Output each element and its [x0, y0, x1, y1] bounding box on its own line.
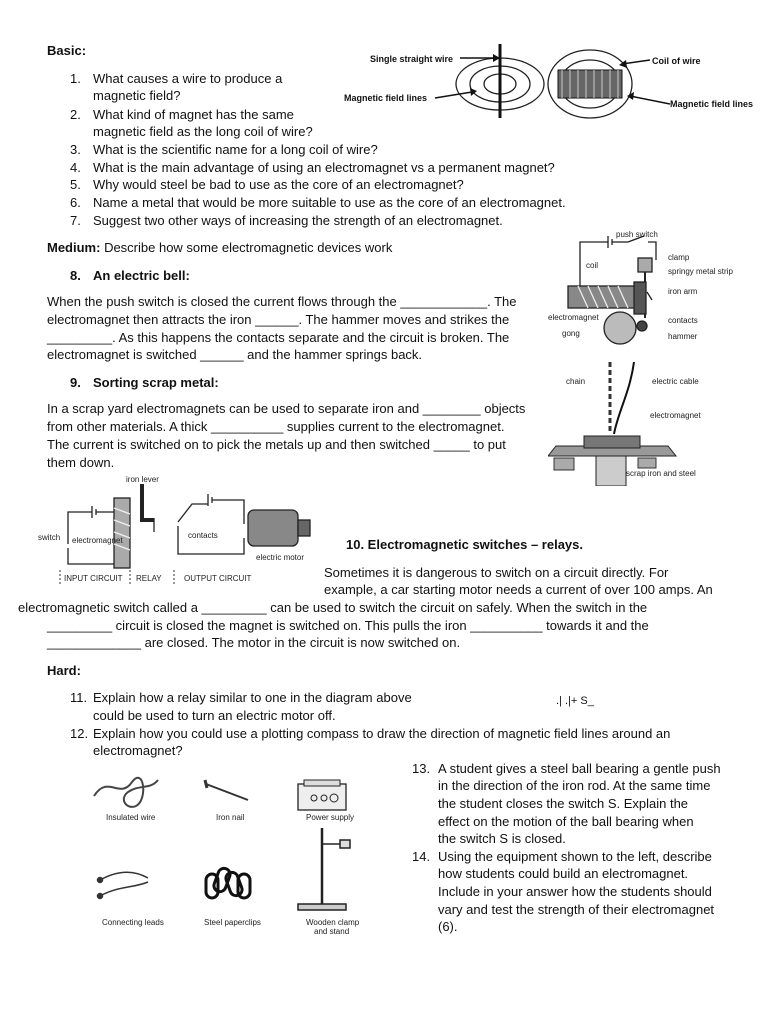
electric-cable-label: electric cable: [652, 377, 699, 386]
clamp-label: clamp: [668, 253, 690, 262]
clamp-stand-label-1: Wooden clamp: [306, 918, 360, 927]
question-10-title: 10. Electromagnetic switches – relays.: [346, 537, 584, 552]
question-9-number: 9.: [70, 375, 81, 390]
question-14-number: 14.: [412, 849, 431, 864]
medium-intro-text: Describe how some electromagnetic devices work: [100, 240, 393, 255]
question-8-text: _________. As this happens the contacts separate and the circuit is broken. The: [47, 330, 510, 345]
question-14-text: vary and test the strength of their electromagnet: [438, 902, 715, 917]
medium-heading: Medium:: [47, 240, 101, 255]
question-14-text: Using the equipment shown to the left, describe: [438, 849, 712, 864]
power-supply-label: Power supply: [306, 813, 355, 822]
question-text: Why would steel be bad to use as the core of an electromagnet?: [93, 177, 464, 192]
question-8-text: electromagnet then attracts the iron ______. The hammer moves and strikes the: [47, 312, 510, 327]
gong-label: gong: [562, 329, 580, 338]
scrap-metal-diagram: [548, 362, 760, 486]
input-circuit-label: INPUT CIRCUIT: [64, 574, 123, 583]
question-8-text: electromagnet is switched ______ and the hammer springs back.: [47, 347, 423, 362]
question-10-text: electromagnetic switch called a _________ can be used to switch the circuit on safely. When the switch in the: [18, 600, 648, 615]
question-8-number: 8.: [70, 268, 81, 283]
springy-strip-label: springy metal strip: [668, 267, 733, 276]
question-9-text: from other materials. A thick __________ supplies current to the electromagnet.: [47, 419, 505, 434]
electromagnet-label: electromagnet: [548, 313, 599, 322]
question-8-text: When the push switch is closed the current flows through the ____________. The: [47, 294, 517, 309]
question-number: 7.: [70, 213, 81, 228]
paperclips-label: Steel paperclips: [204, 918, 261, 927]
iron-nail-icon: [205, 780, 248, 800]
field-lines-label-right: Magnetic field lines: [670, 99, 754, 109]
electromagnet-label: electromagnet: [650, 411, 701, 420]
clamp-stand-icon: [298, 828, 350, 910]
question-10-text: _____________ are closed. The motor in the circuit is now switched on.: [47, 635, 461, 650]
coil-label: Coil of wire: [652, 56, 701, 66]
clamp-stand-label-2: and stand: [314, 927, 350, 936]
question-text: Name a metal that would be more suitable to use as the core of an electromagnet.: [93, 195, 566, 210]
hammer-label: hammer: [668, 332, 698, 341]
equipment-diagram: [88, 770, 370, 938]
connecting-leads-icon: [98, 872, 149, 898]
medium-intro: [47, 239, 392, 256]
question-text: magnetic field?: [93, 88, 181, 103]
question-13-text: in the direction of the iron rod. At the same time: [438, 778, 711, 793]
question-10-text: Sometimes it is dangerous to switch on a circuit directly. For: [324, 565, 669, 580]
magnetic-field-diagram: [340, 40, 760, 120]
relay-label: RELAY: [136, 574, 162, 583]
question-text: What kind of magnet has the same: [93, 107, 294, 122]
question-12-text: Explain how you could use a plotting compass to draw the direction of magnetic field lines around an: [93, 726, 671, 741]
question-8-title: An electric bell:: [93, 268, 190, 283]
question-text: What is the main advantage of using an electromagnet vs a permanent magnet?: [93, 160, 555, 175]
relay-diagram: [38, 474, 318, 586]
electromagnet-label: electromagnet: [72, 536, 123, 545]
hard-heading: Hard:: [47, 663, 81, 678]
question-9-text: The current is switched on to pick the metals up and then switched _____ to put: [47, 437, 506, 452]
field-lines-label-left: Magnetic field lines: [344, 93, 428, 103]
contacts-label: contacts: [188, 531, 218, 540]
question-text: What causes a wire to produce a: [93, 71, 283, 86]
question-text: Suggest two other ways of increasing the strength of an electromagnet.: [93, 213, 503, 228]
question-13-text: the switch S is closed.: [438, 831, 566, 846]
insulated-wire-icon: [94, 778, 158, 807]
question-10-text: example, a car starting motor needs a current of over 100 amps. An: [324, 582, 713, 597]
question-14-text: Include in your answer how the students should: [438, 884, 712, 899]
question-13-number: 13.: [412, 761, 431, 776]
switch-label: switch: [38, 533, 61, 542]
question-text: magnetic field as the long coil of wire?: [93, 124, 313, 139]
iron-lever-label: iron lever: [126, 475, 159, 484]
question-number: 1.: [70, 71, 81, 86]
push-switch-label: push switch: [616, 230, 658, 239]
question-number: 4.: [70, 160, 81, 175]
question-number: 2.: [70, 107, 81, 122]
question-11-text: Explain how a relay similar to one in the diagram above: [93, 690, 412, 705]
single-wire-label: Single straight wire: [370, 54, 454, 64]
question-11-text: could be used to turn an electric motor off.: [93, 708, 336, 723]
question-text: What is the scientific name for a long coil of wire?: [93, 142, 378, 157]
basic-heading: Basic:: [47, 43, 87, 58]
switch-fragment-text: .| .|+ S_: [556, 695, 594, 707]
question-10-text: _________ circuit is closed the magnet is switched on. This pulls the iron __________ towards it and the: [47, 618, 649, 633]
iron-nail-label: Iron nail: [216, 813, 245, 822]
question-14-text: (6).: [438, 919, 458, 934]
question-number: 3.: [70, 142, 81, 157]
electric-motor-label: electric motor: [256, 553, 305, 562]
insulated-wire-label: Insulated wire: [106, 813, 156, 822]
electric-bell-diagram: [548, 228, 760, 348]
question-11-number: 11.: [70, 690, 88, 705]
chain-label: chain: [566, 377, 586, 386]
question-9-title: Sorting scrap metal:: [93, 375, 219, 390]
question-13-text: effect on the motion of the ball bearing when: [438, 814, 694, 829]
question-number: 6.: [70, 195, 81, 210]
contacts-label: contacts: [668, 316, 698, 325]
question-14-text: how students could build an electromagnet.: [438, 866, 689, 881]
bell-circuit-icon: [568, 236, 656, 344]
question-13-text: the student closes the switch S. Explain the: [438, 796, 689, 811]
output-circuit-label: OUTPUT CIRCUIT: [184, 574, 252, 583]
paperclips-icon: [206, 867, 250, 898]
question-13-text: A student gives a steel ball bearing a gentle push: [438, 761, 721, 776]
question-9-text: them down.: [47, 455, 115, 470]
power-supply-icon: [298, 780, 346, 810]
coil-label: coil: [586, 261, 599, 270]
question-12-number: 12.: [70, 726, 89, 741]
question-12-text: electromagnet?: [93, 743, 183, 758]
scrap-iron-label: scrap iron and steel: [626, 469, 696, 478]
connecting-leads-label: Connecting leads: [102, 918, 164, 927]
iron-arm-label: iron arm: [668, 287, 698, 296]
question-number: 5.: [70, 177, 81, 192]
question-9-text: In a scrap yard electromagnets can be used to separate iron and ________ objects: [47, 401, 526, 416]
